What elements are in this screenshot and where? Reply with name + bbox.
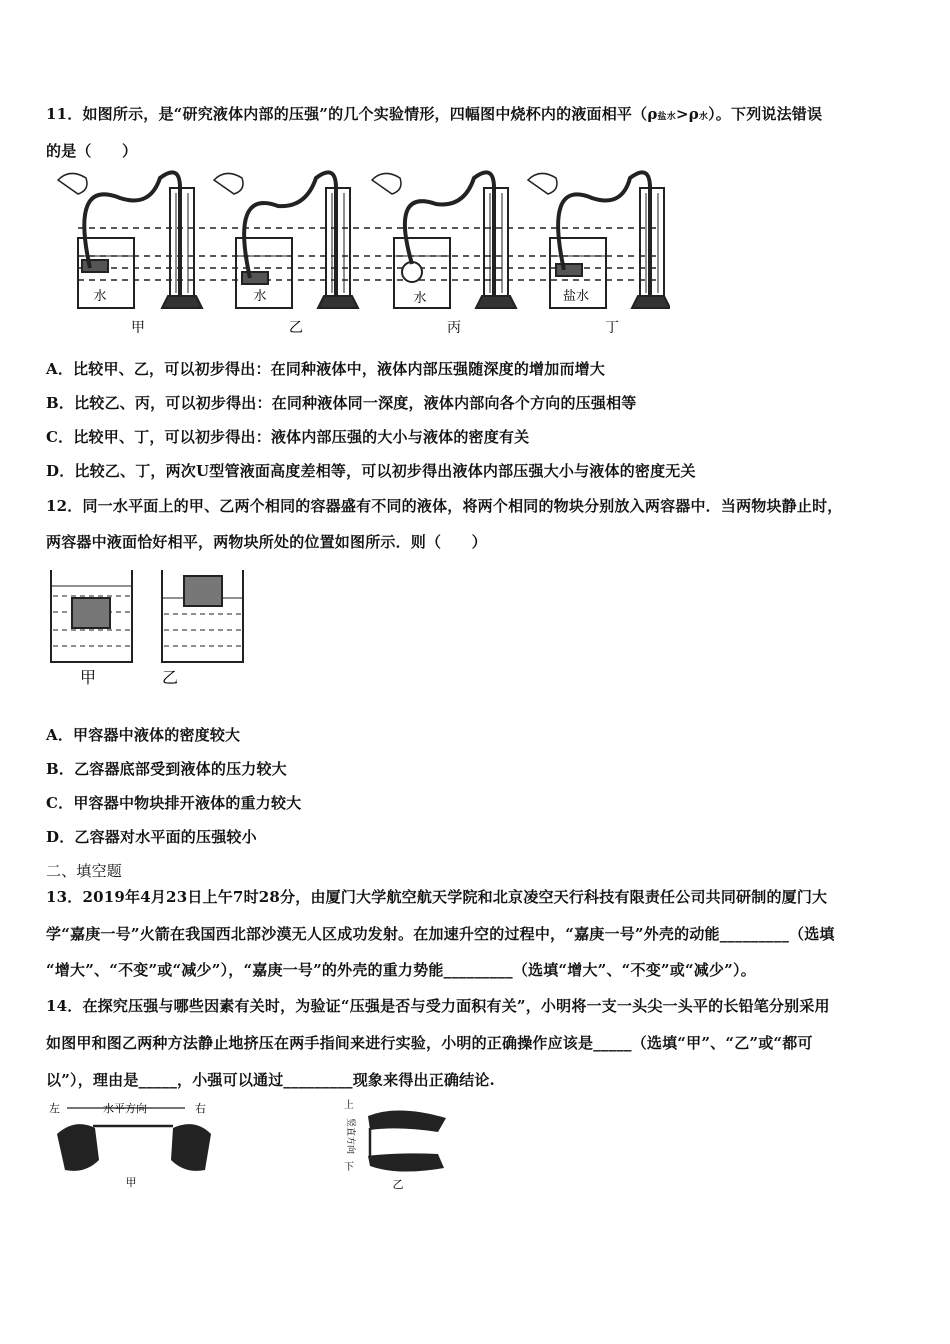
q12-option-b: B．乙容器底部受到液体的压力较大 bbox=[46, 760, 287, 778]
panel-label-bing: 丙 bbox=[447, 319, 461, 335]
fig-horizontal-label: 水平方向 bbox=[103, 1102, 147, 1115]
fig-down-label: 下 bbox=[344, 1162, 354, 1173]
beaker-label-2: 水 bbox=[253, 288, 267, 303]
left-hand-icon bbox=[57, 1124, 99, 1171]
fig-vertical-label: 竖直方向 bbox=[345, 1118, 355, 1155]
q11-option-a: A．比较甲、乙，可以初步得出：在同种液体中，液体内部压强随深度的增加而增大 bbox=[46, 360, 606, 378]
q14-line-2: 如图甲和图乙两种方法静止地挤压在两手指间来进行实验，小明的正确操作应该是_____（选填“甲”、“乙”或“都可 bbox=[46, 1034, 813, 1052]
q11-stem-line-2: 的是（ ） bbox=[46, 142, 138, 160]
panel-ding bbox=[528, 172, 670, 308]
q14-figure-yi bbox=[338, 1096, 458, 1192]
q12-option-d: D．乙容器对水平面的压强较小 bbox=[46, 828, 257, 846]
q11-stem-line-1: 11．如图所示，是“研究液体内部的压强”的几个实验情形，四幅图中烧杯内的液面相平（ρ盐水>ρ水）。下列说法错误 bbox=[46, 105, 823, 123]
section-heading: 二、填空题 bbox=[46, 862, 123, 880]
panel-label-jia: 甲 bbox=[131, 319, 145, 335]
fig-right-label: 右 bbox=[195, 1102, 206, 1115]
q11-option-b: B．比较乙、丙，可以初步得出：在同种液体同一深度，液体内部向各个方向的压强相等 bbox=[46, 394, 637, 412]
q12-stem-line-2: 两容器中液面恰好相平，两物块所处的位置如图所示．则（ ） bbox=[46, 533, 487, 551]
right-hand-icon bbox=[171, 1124, 211, 1171]
top-hand-icon bbox=[368, 1110, 446, 1132]
q14-line-1: 14．在探究压强与哪些因素有关时，为验证“压强是否与受力面积有关”，小明将一支一头尖一头平的长铅笔分别采用 bbox=[46, 997, 830, 1015]
beaker-label-1: 水 bbox=[93, 288, 107, 303]
bottom-hand-icon bbox=[368, 1153, 444, 1171]
panel-bing bbox=[372, 172, 516, 308]
q14-line-3: 以”），理由是_____，小强可以通过_________现象来得出正确结论. bbox=[46, 1071, 495, 1089]
q12-option-c: C．甲容器中物块排开液体的重力较大 bbox=[46, 794, 302, 812]
fig-label-yi: 乙 bbox=[392, 1178, 404, 1191]
beaker-label-4: 盐水 bbox=[562, 288, 590, 303]
subscript-water: 水 bbox=[698, 112, 709, 122]
beaker-label-3: 水 bbox=[413, 290, 427, 305]
panel-label-yi: 乙 bbox=[289, 319, 303, 335]
panel-yi bbox=[214, 172, 358, 308]
q13-line-3: “增大”、“不变”或“减少”），“嘉庚一号”的外壳的重力势能_________（选填“增大”、“不变”或“减少”）。 bbox=[46, 961, 756, 979]
rho-symbol: ρ bbox=[647, 105, 658, 123]
q11-option-d: D．比较乙、丁，两次U型管液面高度差相等，可以初步得出液体内部压强大小与液体的密度无关 bbox=[46, 462, 696, 480]
fig-label-jia: 甲 bbox=[125, 1176, 137, 1189]
fig-up-label: 上 bbox=[344, 1100, 354, 1111]
q14-figure-jia bbox=[45, 1098, 225, 1190]
q12-label-jia: 甲 bbox=[79, 668, 97, 687]
fig-left-label: 左 bbox=[49, 1102, 60, 1115]
q12-label-yi: 乙 bbox=[161, 668, 179, 687]
panel-label-ding: 丁 bbox=[605, 319, 619, 335]
q12-option-a: A．甲容器中液体的密度较大 bbox=[46, 726, 241, 744]
subscript-saltwater: 盐水 bbox=[657, 112, 676, 122]
q12-stem-line-1: 12．同一水平面上的甲、乙两个相同的容器盛有不同的液体，将两个相同的物块分别放入两容器中．当两物块静止时， bbox=[46, 497, 843, 515]
q13-line-2: 学“嘉庚一号”火箭在我国西北部沙漠无人区成功发射。在加速升空的过程中，“嘉庚一号”外壳的动能_________（选填 bbox=[46, 925, 835, 943]
q12-figure bbox=[48, 568, 258, 690]
q11-option-c: C．比较甲、丁，可以初步得出：液体内部压强的大小与液体的密度有关 bbox=[46, 428, 530, 446]
panel-jia bbox=[58, 172, 202, 308]
q11-figure bbox=[50, 168, 670, 338]
q13-line-1: 13．2019年4月23日上午7时28分，由厦门大学航空航天学院和北京凌空天行科技有限责任公司共同研制的厦门大 bbox=[46, 888, 828, 906]
